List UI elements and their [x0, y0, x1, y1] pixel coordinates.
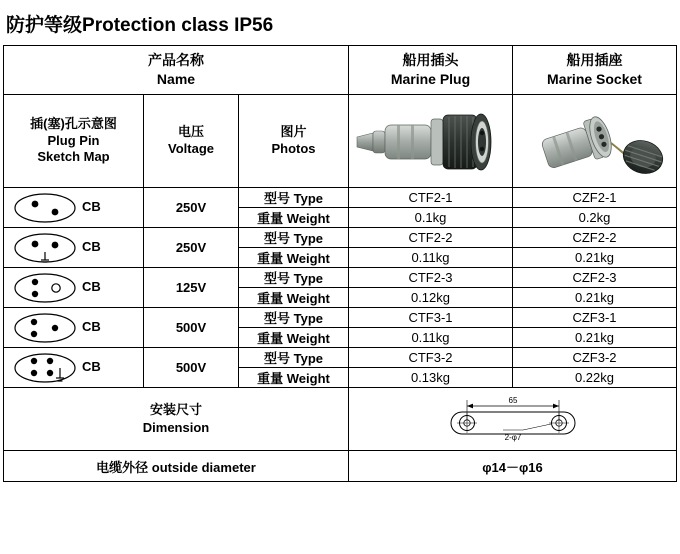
cb-label-2: CB: [82, 278, 101, 294]
marine-socket-photo-cell: [513, 95, 677, 188]
type-label-2: 型号 Type: [239, 268, 349, 288]
plug-weight-0: 0.1kg: [349, 208, 513, 228]
weight-label-3: 重量 Weight: [239, 328, 349, 348]
header-name-en: Name: [156, 71, 196, 87]
header-socket-cn: 船用插座: [566, 52, 623, 69]
plug-type-1: CTF2-2: [349, 228, 513, 248]
mounting-dimension-diagram: [423, 390, 603, 448]
plug-pin-3pin-triangle-icon: [12, 312, 78, 344]
socket-weight-0: 0.2kg: [513, 208, 677, 228]
dimension-row: [4, 388, 677, 451]
subheader-photos-en: Photos: [271, 141, 316, 156]
plug-product-image: [351, 97, 511, 185]
plug-weight-1: 0.11kg: [349, 248, 513, 268]
cb-label-3: CB: [82, 318, 101, 334]
socket-weight-3: 0.21kg: [513, 328, 677, 348]
pin-sketch-0: [4, 188, 144, 228]
voltage-3: 500V: [144, 308, 239, 348]
plug-pin-2pin-earth-icon: [12, 232, 78, 264]
dimension-width-text: 65: [508, 396, 517, 405]
socket-type-2: CZF2-3: [513, 268, 677, 288]
plug-pin-2pin-icon: [12, 192, 78, 224]
cable-diameter-value: φ14－φ16: [349, 451, 677, 482]
socket-weight-2: 0.21kg: [513, 288, 677, 308]
plug-weight-3: 0.11kg: [349, 328, 513, 348]
dimension-label-cn: 安装尺寸: [149, 402, 202, 418]
voltage-0: 250V: [144, 188, 239, 228]
plug-weight-4: 0.13kg: [349, 368, 513, 388]
pin-sketch-1: [4, 228, 144, 268]
table-row: [4, 268, 677, 288]
page-title-en: Protection class IP56: [82, 15, 274, 36]
header-name-cn: 产品名称: [148, 52, 204, 69]
dimension-hole-text: 2-φ7: [504, 433, 521, 442]
plug-weight-2: 0.12kg: [349, 288, 513, 308]
header-name: [4, 46, 349, 95]
plug-type-3: CTF3-1: [349, 308, 513, 328]
socket-type-4: CZF3-2: [513, 348, 677, 368]
subheader-sketch-cn: 插(塞)孔示意图: [30, 115, 117, 131]
socket-product-image: [515, 97, 675, 185]
subheader-voltage-en: Voltage: [168, 141, 214, 156]
pin-sketch-4: [4, 348, 144, 388]
pin-sketch-wrap-4: [4, 351, 144, 385]
voltage-2: 125V: [144, 268, 239, 308]
socket-weight-1: 0.21kg: [513, 248, 677, 268]
subheader-photos-cn: 图片: [280, 124, 307, 140]
plug-pin-4pin-earth-icon: [12, 352, 78, 384]
page-title-cn: 防护等级: [6, 15, 83, 36]
socket-type-0: CZF2-1: [513, 188, 677, 208]
pin-sketch-3: [4, 308, 144, 348]
header-marine-socket: [513, 46, 677, 95]
weight-label-4: 重量 Weight: [239, 368, 349, 388]
type-label-0: 型号 Type: [239, 188, 349, 208]
marine-socket-photo: [513, 95, 676, 187]
dimension-label: [4, 388, 349, 451]
table-header-row: [4, 46, 677, 95]
plug-pin-3pin-icon: [12, 272, 78, 304]
dimension-drawing-cell: [349, 388, 677, 451]
cb-label-0: CB: [82, 198, 101, 214]
voltage-1: 250V: [144, 228, 239, 268]
type-label-3: 型号 Type: [239, 308, 349, 328]
weight-label-0: 重量 Weight: [239, 208, 349, 228]
header-socket-en: Marine Socket: [547, 71, 642, 87]
table-row: [4, 188, 677, 208]
voltage-4: 500V: [144, 348, 239, 388]
socket-type-3: CZF3-1: [513, 308, 677, 328]
dimension-label-en: Dimension: [142, 420, 210, 435]
specification-table: [3, 45, 677, 482]
type-label-4: 型号 Type: [239, 348, 349, 368]
subheader-voltage: [144, 95, 239, 188]
pin-sketch-wrap-1: [4, 231, 144, 265]
cable-diameter-row: [4, 451, 677, 482]
socket-type-1: CZF2-2: [513, 228, 677, 248]
pin-sketch-wrap-0: [4, 191, 144, 225]
table-row: [4, 228, 677, 248]
weight-label-1: 重量 Weight: [239, 248, 349, 268]
table-row: [4, 308, 677, 328]
pin-sketch-2: [4, 268, 144, 308]
plug-type-4: CTF3-2: [349, 348, 513, 368]
header-plug-en: Marine Plug: [390, 71, 471, 87]
type-label-1: 型号 Type: [239, 228, 349, 248]
socket-weight-4: 0.22kg: [513, 368, 677, 388]
table-subheader-row: [4, 95, 677, 188]
marine-plug-photo-cell: [349, 95, 513, 188]
plug-type-0: CTF2-1: [349, 188, 513, 208]
subheader-photos: [239, 95, 349, 188]
header-marine-plug: [349, 46, 513, 95]
table-row: [4, 348, 677, 368]
subheader-sketch-en1: Plug Pin: [47, 132, 100, 148]
subheader-voltage-cn: 电压: [177, 124, 204, 140]
marine-plug-photo: [349, 95, 512, 187]
page-title: [0, 0, 680, 45]
cb-label-1: CB: [82, 238, 101, 254]
pin-sketch-wrap-2: [4, 271, 144, 305]
dimension-drawing: [349, 388, 676, 450]
plug-type-2: CTF2-3: [349, 268, 513, 288]
subheader-sketch-map: [4, 95, 144, 188]
subheader-sketch-en2: Sketch Map: [37, 149, 110, 165]
header-plug-cn: 船用插头: [402, 52, 459, 69]
cable-diameter-label: 电缆外径 outside diameter: [4, 451, 349, 482]
cb-label-4: CB: [82, 358, 101, 374]
weight-label-2: 重量 Weight: [239, 288, 349, 308]
pin-sketch-wrap-3: [4, 311, 144, 345]
